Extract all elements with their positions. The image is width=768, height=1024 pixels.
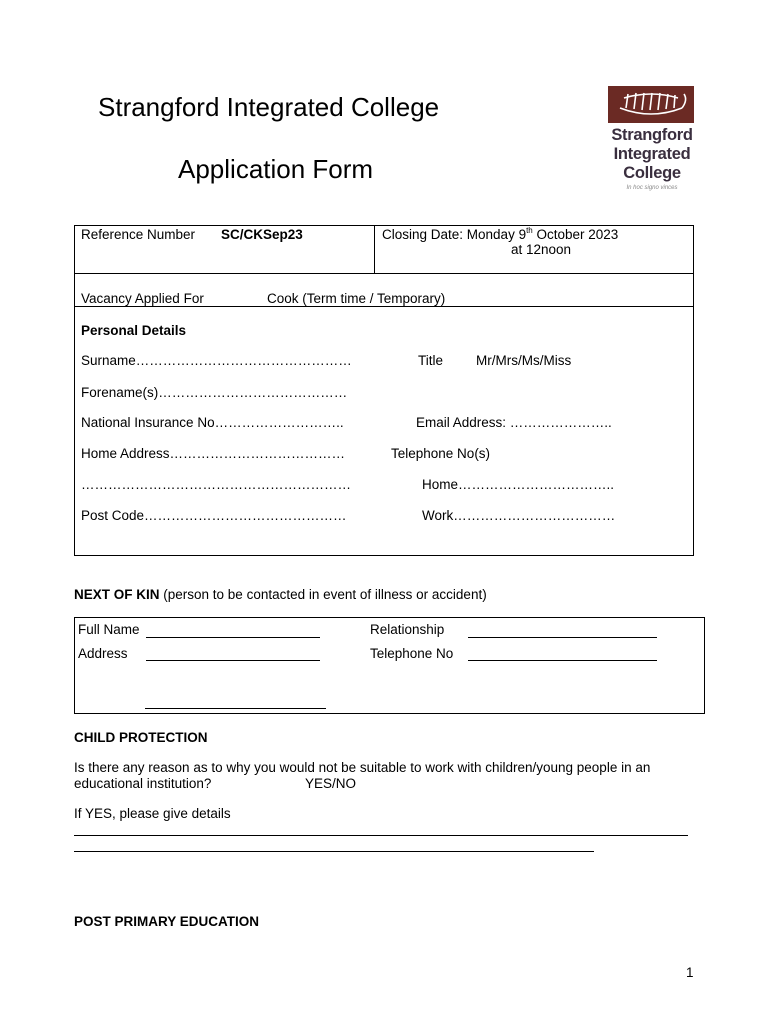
full-name-line[interactable]: [146, 637, 320, 638]
home-phone-field[interactable]: Home……………………………..: [422, 477, 615, 492]
postcode-field[interactable]: Post Code………………………………………: [81, 508, 347, 523]
ni-field[interactable]: National Insurance No………………………..: [81, 415, 344, 430]
next-of-kin-heading: NEXT OF KIN (person to be contacted in event of illness or accident): [74, 587, 487, 602]
surname-field[interactable]: Surname…………………………………………: [81, 353, 352, 368]
nok-telephone-line[interactable]: [468, 660, 657, 661]
full-name-label: Full Name: [78, 622, 140, 637]
child-protection-heading: CHILD PROTECTION: [74, 730, 208, 745]
yes-no-option[interactable]: YES/NO: [305, 776, 357, 791]
address-line-2-field[interactable]: ……………………………………………………: [81, 477, 351, 492]
vacancy-value: Cook (Term time / Temporary): [267, 291, 446, 306]
table-divider: [74, 306, 694, 307]
closing-date: Closing Date: Monday 9th October 2023: [382, 226, 619, 242]
relationship-line[interactable]: [468, 637, 657, 638]
details-line-2[interactable]: [74, 851, 594, 852]
relationship-label: Relationship: [370, 622, 445, 637]
table-divider: [374, 225, 375, 274]
logo-line-3: College: [623, 164, 681, 182]
email-field[interactable]: Email Address: …………………..: [416, 415, 612, 430]
college-logo: [608, 86, 696, 198]
vacancy-label: Vacancy Applied For: [81, 291, 204, 306]
child-protection-question-2: educational institution?: [74, 776, 212, 791]
child-protection-question-1: Is there any reason as to why you would not be suitable to work with children/young people in an: [74, 760, 651, 775]
page-number: 1: [686, 965, 694, 980]
college-name: Strangford Integrated College: [98, 92, 440, 122]
longship-emblem-icon: [608, 86, 694, 123]
details-label: If YES, please give details: [74, 806, 231, 821]
education-heading: POST PRIMARY EDUCATION: [74, 914, 260, 929]
title-options[interactable]: Mr/Mrs/Ms/Miss: [476, 353, 572, 368]
telephone-label: Telephone No(s): [391, 446, 491, 461]
forenames-field[interactable]: Forename(s)……………………………………: [81, 385, 348, 400]
reference-label: Reference Number: [81, 227, 196, 242]
reference-value: SC/CKSep23: [221, 227, 303, 242]
title-label: Title: [418, 353, 444, 368]
logo-line-2: Integrated: [613, 145, 691, 163]
form-title: Application Form: [178, 154, 374, 184]
nok-address-line-2[interactable]: [145, 708, 326, 709]
home-address-field[interactable]: Home Address…………………………………: [81, 446, 346, 461]
logo-motto: In hoc signo vinces: [626, 185, 678, 191]
personal-details-heading: Personal Details: [81, 323, 187, 338]
logo-line-1: Strangford: [611, 126, 693, 144]
table-divider: [74, 273, 694, 274]
nok-telephone-label: Telephone No: [370, 646, 454, 661]
nok-address-label: Address: [78, 646, 128, 661]
details-line-1[interactable]: [74, 835, 688, 836]
closing-time: at 12noon: [511, 242, 572, 257]
work-phone-field[interactable]: Work………………………………: [422, 508, 616, 523]
nok-address-line[interactable]: [146, 660, 320, 661]
